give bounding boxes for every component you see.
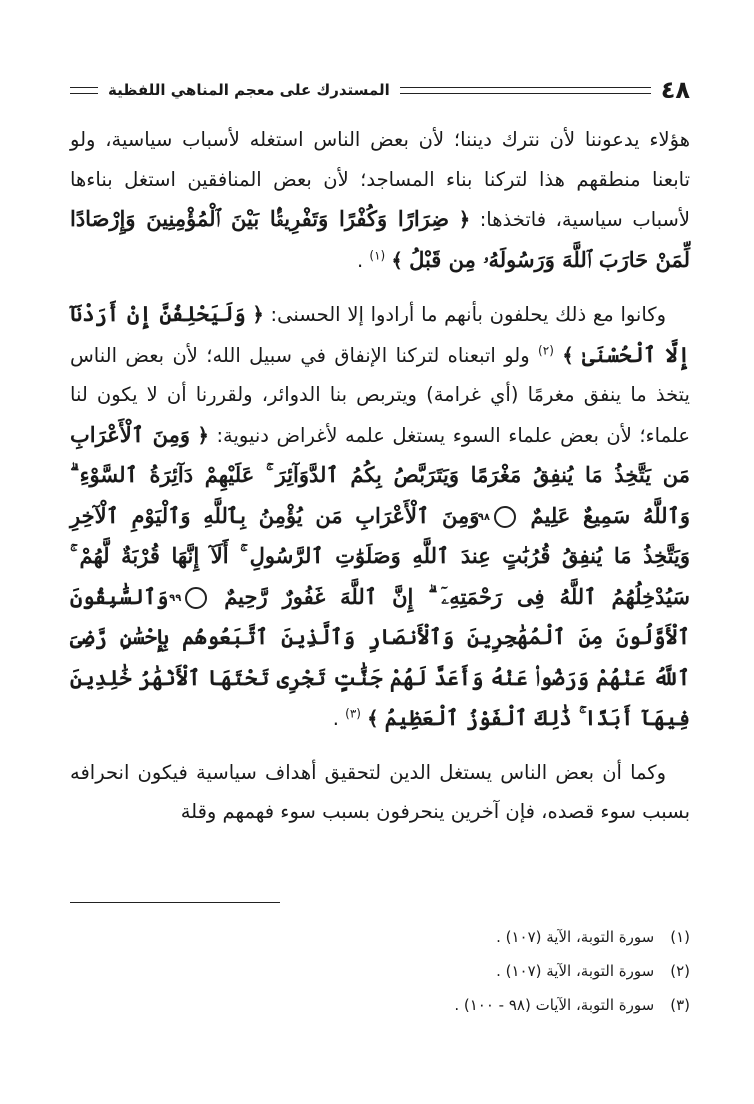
- paragraph-2: [70, 294, 690, 739]
- book-page: [70, 72, 691, 1014]
- footnotes: [70, 920, 690, 1022]
- footnote-text: سورة التوبة، الآية (١٠٧) .: [496, 928, 655, 946]
- paragraph-2-text-2: ولو اتبعناه لتركنا الإنفاق في سبيل الله؛ لأن بعض الناس يتخذ ما ينفق مغرمًا (أي غرامة) ويتربص بنا الدوائر، ولقررنا أن لا يكون لنا علماء؛ لأن بعض علماء السوء يستغل علمه لأغراض دنيوية:: [70, 343, 690, 447]
- paragraph-3: [70, 753, 690, 832]
- verse-end-marker-98: ٩٨: [494, 506, 516, 528]
- running-title: المستدرك على معجم المناهي اللفظية: [108, 81, 390, 99]
- page-header: [70, 72, 690, 108]
- footnote-number: (٢): [670, 962, 690, 980]
- quran-verse-98: وَمِنَ ٱلْأَعْرَابِ مَن يَتَّخِذُ مَا يُنفِقُ مَغْرَمًا وَيَتَرَبَّصُ بِكُمُ ٱلدَّوَآئِرَ ۚ عَلَيْهِمْ دَآئِرَةُ ٱلسَّوْءِ ۗ وَٱللَّهُ سَمِيعٌ عَلِيمٌ: [70, 421, 691, 528]
- footnote-item: [70, 954, 690, 988]
- verse-end-marker-99: ٩٩: [185, 587, 207, 609]
- footnote-number: (١): [670, 928, 690, 946]
- quran-close-bracket: ﴾: [367, 707, 379, 730]
- quran-verse-107-part: وَلَيَحْلِفُنَّ إِنْ أَرَدْنَآ إِلَّا ٱلْحُسْنَىٰ: [70, 301, 691, 367]
- paragraph-1-text: هؤلاء يدعوننا لأن نترك ديننا؛ لأن بعض الناس استغله لأسباب سياسية، ولو تابعنا منطقهم هذا لتركنا بناء المساجد؛ لأن بعض المنافقين استغل بناءها لأسباب سياسية، فاتخذها:: [70, 128, 690, 231]
- quran-close-bracket: ﴾: [391, 248, 403, 272]
- footnote-text: سورة التوبة، الآية (١٠٧) .: [496, 962, 655, 980]
- paragraph-2-text-1: وكانوا مع ذلك يحلفون بأنهم ما أرادوا إلا الحسنى:: [270, 303, 667, 326]
- paragraph-2-end: .: [332, 707, 339, 730]
- footnote-ref-3[interactable]: (٣): [345, 706, 361, 721]
- quran-open-bracket: ﴿: [197, 423, 209, 447]
- quran-close-bracket: ﴾: [562, 343, 574, 367]
- footnote-ref-2[interactable]: (٢): [538, 343, 554, 357]
- paragraph-1-end: .: [356, 248, 364, 272]
- quran-open-bracket: ﴿: [458, 208, 471, 231]
- main-text: [70, 120, 690, 832]
- footnote-separator: [70, 902, 280, 903]
- quran-verse-107: ضِرَارًا وَكُفْرًا وَتَفْرِيقًۢا بَيْنَ ٱلْمُؤْمِنِينَ وَإِرْصَادًا لِّمَنْ حَارَبَ ٱللَّهَ وَرَسُولَهُۥ مِن قَبْلُ: [70, 206, 690, 272]
- footnote-item: [70, 988, 690, 1022]
- quran-verse-99: وَمِنَ ٱلْأَعْرَابِ مَن يُؤْمِنُ بِٱللَّهِ وَٱلْيَوْمِ ٱلْآخِرِ وَيَتَّخِذُ مَا يُنفِقُ قُرُبَٰتٍ عِندَ ٱللَّهِ وَصَلَوَٰتِ ٱلرَّسُولِ ۚ أَلَآ إِنَّهَا قُرْبَةٌ لَّهُمْ ۚ سَيُدْخِلُهُمُ ٱللَّهُ فِى رَحْمَتِهِۦٓ ۗ إِنَّ ٱللَّهَ غَفُورٌ رَّحِيمٌ: [70, 502, 691, 609]
- footnote-item: [70, 920, 690, 954]
- paragraph-3-text: وكما أن بعض الناس يستغل الدين لتحقيق أهداف سياسية فيكون انحرافه بسبب سوء قصده، فإن آخرين ينحرفون بسبب سوء فهمهم وقلة: [70, 760, 690, 823]
- page-number: ٤٨: [660, 76, 690, 104]
- paragraph-1: [70, 120, 690, 280]
- footnote-text: سورة التوبة، الآيات (٩٨ - ١٠٠) .: [454, 996, 655, 1014]
- footnote-ref-1[interactable]: (١): [369, 248, 386, 262]
- quran-verse-100: وَٱلسَّٰبِقُونَ ٱلْأَوَّلُونَ مِنَ ٱلْمُهَٰجِرِينَ وَٱلْأَنصَارِ وَٱلَّذِينَ ٱتَّبَعُوهُم بِإِحْسَٰنٍ رَّضِىَ ٱللَّهُ عَنْهُمْ وَرَضُوا۟ عَنْهُ وَأَعَدَّ لَهُمْ جَنَّٰتٍ تَجْرِى تَحْتَهَا ٱلْأَنْهَٰرُ خَٰلِدِينَ فِيهَآ أَبَدًا ۚ ذَٰلِكَ ٱلْفَوْزُ ٱلْعَظِيمُ: [70, 583, 690, 730]
- header-rule-left: [70, 87, 98, 94]
- quran-open-bracket: ﴿: [252, 303, 264, 326]
- footnote-number: (٣): [670, 996, 690, 1014]
- header-rule-right: [400, 87, 651, 94]
